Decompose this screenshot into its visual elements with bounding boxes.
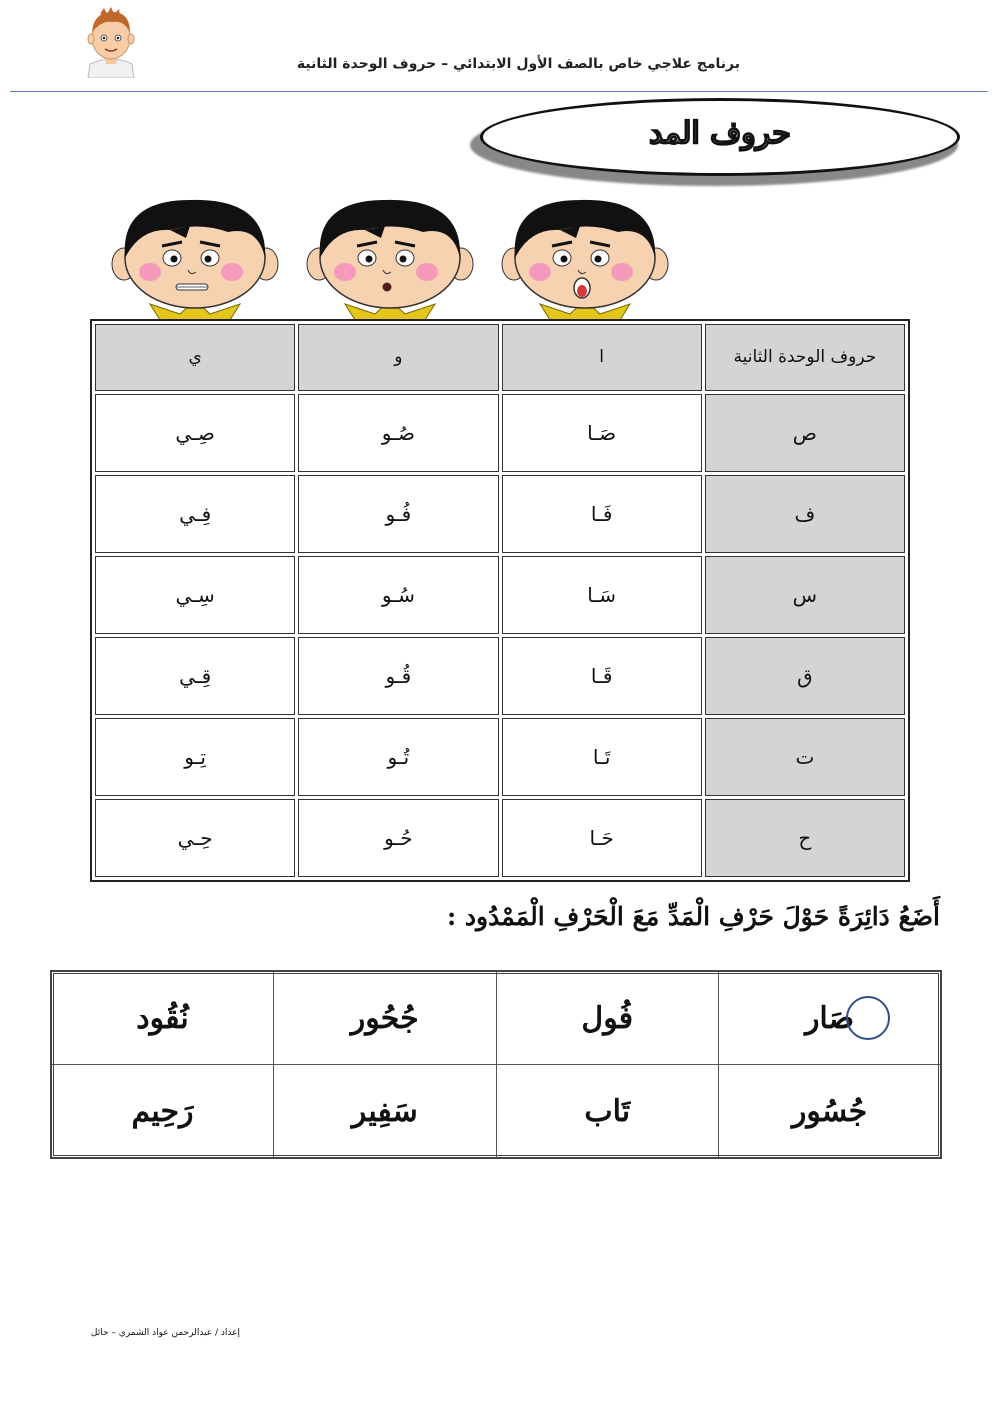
table-cell: سِـي bbox=[95, 556, 295, 634]
face-rounded-mouth-icon bbox=[305, 192, 475, 320]
table-row bbox=[95, 556, 905, 634]
table-row bbox=[95, 718, 905, 796]
long-vowels-table bbox=[90, 319, 910, 882]
table-row bbox=[95, 799, 905, 877]
table-cell: قُـو bbox=[298, 637, 498, 715]
table-cell: سَـا bbox=[502, 556, 702, 634]
table-row bbox=[51, 971, 941, 1065]
word-cell[interactable]: سَفِير bbox=[274, 1065, 497, 1159]
table-cell: حَـا bbox=[502, 799, 702, 877]
boy-mascot-icon bbox=[80, 6, 142, 78]
header-divider bbox=[10, 91, 988, 92]
row-letter-cell: ص bbox=[705, 394, 905, 472]
table-cell: صِـي bbox=[95, 394, 295, 472]
row-letter-cell: ق bbox=[705, 637, 905, 715]
words-exercise-table bbox=[50, 970, 942, 1159]
header-cell-alif: ا bbox=[502, 324, 702, 391]
table-cell: تَـا bbox=[502, 718, 702, 796]
word-cell[interactable]: فُول bbox=[496, 971, 719, 1065]
row-letter-cell: ف bbox=[705, 475, 905, 553]
table-cell: صَـا bbox=[502, 394, 702, 472]
table-cell: تُـو bbox=[298, 718, 498, 796]
page-title: حروف المد bbox=[649, 116, 791, 151]
row-letter-cell: س bbox=[705, 556, 905, 634]
table-cell: فَـا bbox=[502, 475, 702, 553]
exercise-instruction: أَضَعُ دَائِرَةً حَوْلَ حَرْفِ الْمَدِّ مَعَ الْحَرْفِ الْمَمْدُود : bbox=[446, 902, 940, 931]
header-cell-unit-letters: حروف الوحدة الثانية bbox=[705, 324, 905, 391]
word-cell[interactable]: جُحُور bbox=[274, 971, 497, 1065]
table-row bbox=[95, 394, 905, 472]
table-cell: حُـو bbox=[298, 799, 498, 877]
table-cell: تِـو bbox=[95, 718, 295, 796]
table-cell: حِـي bbox=[95, 799, 295, 877]
face-wide-open-mouth-icon bbox=[500, 192, 670, 320]
table-cell: فِـي bbox=[95, 475, 295, 553]
table-cell: فُـو bbox=[298, 475, 498, 553]
table-row bbox=[95, 475, 905, 553]
header-cell-waw: و bbox=[298, 324, 498, 391]
footer-credit: إعداد / عبدالرحمن عواد الشمري – حائل bbox=[90, 1328, 240, 1338]
table-cell: قِـي bbox=[95, 637, 295, 715]
word-cell[interactable]: نُقُود bbox=[51, 971, 274, 1065]
word-cell[interactable] bbox=[719, 971, 942, 1065]
table-header-row bbox=[95, 324, 905, 391]
table-row bbox=[51, 1065, 941, 1159]
table-cell: قَـا bbox=[502, 637, 702, 715]
row-letter-cell: ت bbox=[705, 718, 905, 796]
header-cell-ya: ي bbox=[95, 324, 295, 391]
face-stretched-mouth-icon bbox=[110, 192, 280, 320]
table-cell: سُـو bbox=[298, 556, 498, 634]
word-text: صَار bbox=[804, 1000, 855, 1036]
word-cell[interactable]: تَاب bbox=[496, 1065, 719, 1159]
word-cell[interactable]: رَحِيم bbox=[51, 1065, 274, 1159]
word-cell[interactable]: جُسُور bbox=[719, 1065, 942, 1159]
table-row bbox=[95, 637, 905, 715]
row-letter-cell: ح bbox=[705, 799, 905, 877]
header-title: برنامج علاجي خاص بالصف الأول الابتدائي – حروف الوحدة الثانية bbox=[296, 56, 740, 72]
table-cell: صُـو bbox=[298, 394, 498, 472]
